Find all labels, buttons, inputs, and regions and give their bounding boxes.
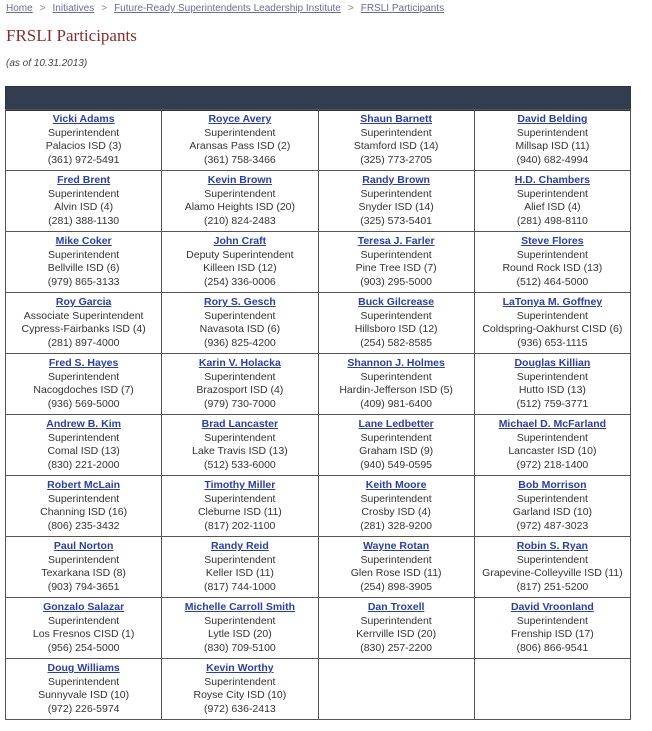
participant-cell — [318, 354, 474, 415]
participant-name-link[interactable]: Teresa J. Farler — [357, 235, 435, 247]
participant-district: Alamo Heights ISD (20) — [184, 201, 296, 214]
participant-district: Navasota ISD (6) — [199, 323, 281, 336]
participant-cell — [318, 171, 474, 232]
participant-cell — [474, 537, 630, 598]
participant-phone: (940) 549-0595 — [360, 458, 433, 471]
participant-phone: (254) 898-3905 — [360, 580, 433, 593]
participant-name-link[interactable]: Doug Williams — [47, 662, 120, 674]
participant-cell — [474, 415, 630, 476]
participant-cell — [162, 354, 318, 415]
breadcrumb-initiatives-link[interactable]: Initiatives — [52, 3, 95, 14]
table-header-bar — [5, 86, 631, 111]
empty-cell — [474, 659, 630, 720]
participant-phone: (936) 653-1115 — [517, 336, 588, 349]
participant-phone: (979) 730-7000 — [203, 397, 276, 410]
participant-role: Superintendent — [204, 309, 276, 322]
participant-cell — [474, 171, 630, 232]
participant-cell — [162, 415, 318, 476]
participant-name-link[interactable]: Douglas Killian — [514, 357, 591, 369]
participant-phone: (325) 773-2705 — [360, 153, 433, 166]
participant-district: Kerrville ISD (20) — [356, 628, 437, 641]
participant-district: Bellville ISD (6) — [47, 262, 120, 275]
participant-cell — [474, 232, 630, 293]
participant-phone: (325) 573-5401 — [360, 214, 433, 227]
participant-cell — [474, 354, 630, 415]
participant-cell — [162, 293, 318, 354]
participant-phone: (936) 569-5000 — [47, 397, 120, 410]
participant-district: Lytle ISD (20) — [207, 628, 272, 641]
participant-name-link[interactable]: LaTonya M. Goffney — [502, 296, 603, 308]
participant-role: Superintendent — [204, 675, 276, 688]
participant-role: Superintendent — [204, 492, 276, 505]
participant-role: Superintendent — [516, 370, 588, 383]
participant-role: Superintendent — [516, 248, 588, 261]
participant-role: Deputy Superintendent — [186, 248, 294, 261]
participant-phone: (281) 328-9200 — [360, 519, 433, 532]
participant-district: Grapevine-Colleyville ISD (11) — [482, 567, 623, 580]
participants-row — [6, 476, 631, 537]
participant-district: Nacogdoches ISD (7) — [33, 384, 134, 397]
participant-phone: (254) 336-0006 — [203, 275, 276, 288]
participant-district: Round Rock ISD (13) — [502, 262, 603, 275]
page-title: FRSLI Participants — [6, 26, 137, 45]
participant-name-link[interactable]: H.D. Chambers — [514, 174, 591, 186]
participant-role: Superintendent — [48, 614, 120, 627]
breadcrumb-separator: > — [347, 3, 354, 14]
participant-phone: (903) 295-5000 — [360, 275, 433, 288]
participant-district: Brazosport ISD (4) — [196, 384, 284, 397]
participants-row — [6, 293, 631, 354]
participant-district: Lake Travis ISD (13) — [192, 445, 288, 458]
participants-row — [6, 232, 631, 293]
participant-phone: (806) 866-9541 — [516, 641, 589, 654]
participant-district: Royse City ISD (10) — [193, 689, 287, 702]
participant-phone: (936) 825-4200 — [203, 336, 276, 349]
participant-role: Superintendent — [360, 309, 432, 322]
participant-name-link[interactable]: Shannon J. Holmes — [347, 357, 445, 369]
participant-role: Superintendent — [360, 126, 432, 139]
breadcrumb — [6, 3, 444, 14]
participant-phone: (972) 487-3023 — [516, 519, 589, 532]
participant-role: Superintendent — [360, 492, 432, 505]
participant-cell — [318, 110, 474, 171]
participant-district: Crosby ISD (4) — [361, 506, 431, 519]
participant-role: Superintendent — [360, 248, 432, 261]
participant-role: Superintendent — [516, 126, 588, 139]
participant-role: Superintendent — [516, 309, 588, 322]
participant-cell — [162, 110, 318, 171]
participant-district: Comal ISD (13) — [47, 445, 120, 458]
participant-phone: (956) 254-5000 — [47, 641, 120, 654]
participant-name-link[interactable]: Paul Norton — [53, 540, 114, 552]
participants-row — [6, 659, 631, 720]
participant-name-link[interactable]: Robin S. Ryan — [516, 540, 588, 552]
participant-name-link[interactable]: Mike Coker — [55, 235, 112, 247]
participant-role: Superintendent — [48, 675, 120, 688]
participants-table — [5, 109, 631, 720]
participant-phone: (281) 897-4000 — [47, 336, 120, 349]
participant-role: Superintendent — [48, 126, 120, 139]
participant-district: Keller ISD (11) — [205, 567, 274, 580]
participant-cell — [162, 598, 318, 659]
participant-role: Superintendent — [516, 614, 588, 627]
participant-name-link[interactable]: Bob Morrison — [518, 479, 587, 491]
participant-name-link[interactable]: Shaun Barnett — [360, 113, 432, 125]
participant-district: Frenship ISD (17) — [510, 628, 594, 641]
participant-cell — [162, 537, 318, 598]
participant-role: Superintendent — [48, 431, 120, 444]
participant-name-link[interactable]: Robert McLain — [47, 479, 121, 491]
participant-cell — [6, 659, 162, 720]
participants-row — [6, 415, 631, 476]
participants-row — [6, 110, 631, 171]
participant-role: Superintendent — [204, 553, 276, 566]
participant-role: Superintendent — [204, 126, 276, 139]
participant-cell — [318, 598, 474, 659]
participant-name-link[interactable]: Andrew B. Kim — [46, 418, 121, 430]
participant-cell — [6, 476, 162, 537]
participant-cell — [6, 537, 162, 598]
participant-role: Superintendent — [48, 492, 120, 505]
participant-role: Superintendent — [204, 370, 276, 383]
participant-role: Superintendent — [360, 187, 432, 200]
participant-district: Snyder ISD (14) — [358, 201, 434, 214]
participant-phone: (361) 758-3466 — [203, 153, 276, 166]
participant-phone: (972) 636-2413 — [203, 702, 276, 715]
participant-name-link[interactable]: John Craft — [213, 235, 267, 247]
participant-role: Superintendent — [48, 553, 120, 566]
participant-phone: (806) 235-3432 — [47, 519, 120, 532]
participant-role: Superintendent — [48, 187, 120, 200]
participant-role: Superintendent — [48, 248, 120, 261]
participant-name-link[interactable]: Fred Brent — [57, 174, 111, 186]
participant-role: Superintendent — [48, 370, 120, 383]
participant-phone: (830) 709-5100 — [203, 641, 276, 654]
participant-role: Superintendent — [516, 431, 588, 444]
participant-district: Texarkana ISD (8) — [41, 567, 126, 580]
participant-role: Superintendent — [204, 187, 276, 200]
participant-role: Superintendent — [516, 492, 588, 505]
participant-district: Hillsboro ISD (12) — [354, 323, 438, 336]
participant-district: Los Fresnos CISD (1) — [32, 628, 135, 641]
participant-phone: (979) 865-3133 — [47, 275, 120, 288]
breadcrumb-frsli-link[interactable]: Future-Ready Superintendents Leadership Institute — [114, 3, 341, 14]
participant-district: Aransas Pass ISD (2) — [189, 140, 291, 153]
participant-name-link[interactable]: Brad Lancaster — [201, 418, 279, 430]
participant-phone: (972) 218-1400 — [516, 458, 589, 471]
participant-cell — [318, 537, 474, 598]
participant-district: Glen Rose ISD (11) — [350, 567, 442, 580]
breadcrumb-home-link[interactable]: Home — [6, 3, 33, 14]
participant-cell — [162, 171, 318, 232]
participant-role: Superintendent — [204, 614, 276, 627]
participant-cell — [318, 415, 474, 476]
participant-name-link[interactable]: Rory S. Gesch — [203, 296, 276, 308]
participant-cell — [6, 171, 162, 232]
participant-phone: (254) 582-8585 — [360, 336, 433, 349]
participant-name-link[interactable]: Randy Reid — [210, 540, 269, 552]
participants-row — [6, 598, 631, 659]
participant-cell — [162, 232, 318, 293]
participant-phone: (409) 981-6400 — [360, 397, 433, 410]
participant-cell — [6, 110, 162, 171]
participant-phone: (210) 824-2483 — [203, 214, 276, 227]
participant-phone: (512) 533-6000 — [203, 458, 276, 471]
participant-name-link[interactable]: Karin V. Holacka — [198, 357, 281, 369]
participant-district: Coldspring-Oakhurst CISD (6) — [482, 323, 623, 336]
participant-name-link[interactable]: Roy Garcia — [55, 296, 112, 308]
participant-district: Killeen ISD (12) — [203, 262, 277, 275]
participant-name-link[interactable]: Timothy Miller — [204, 479, 276, 491]
participant-phone: (817) 251-5200 — [516, 580, 589, 593]
participant-role: Associate Superintendent — [23, 309, 144, 322]
participant-cell — [6, 293, 162, 354]
empty-cell — [318, 659, 474, 720]
breadcrumb-separator: > — [101, 3, 108, 14]
participant-name-link[interactable]: Vicki Adams — [52, 113, 115, 125]
participant-district: Garland ISD (10) — [512, 506, 593, 519]
participant-name-link[interactable]: Buck Gilcrease — [358, 296, 435, 308]
participant-phone: (512) 759-3771 — [516, 397, 589, 410]
participant-name-link[interactable]: Royce Avery — [208, 113, 272, 125]
participant-district: Cypress-Fairbanks ISD (4) — [21, 323, 146, 336]
participant-name-link[interactable]: Michael D. McFarland — [498, 418, 607, 430]
participant-district: Pine Tree ISD (7) — [355, 262, 437, 275]
participant-name-link[interactable]: Steve Flores — [521, 235, 584, 247]
participant-district: Stamford ISD (14) — [353, 140, 439, 153]
participant-name-link[interactable]: Wayne Rotan — [363, 540, 430, 552]
participant-cell — [474, 476, 630, 537]
breadcrumb-separator: > — [39, 3, 46, 14]
participant-cell — [6, 354, 162, 415]
participant-name-link[interactable]: Kevin Worthy — [206, 662, 274, 674]
participant-name-link[interactable]: Kevin Brown — [207, 174, 272, 186]
breadcrumb-participants-link[interactable]: FRSLI Participants — [360, 3, 445, 14]
participant-district: Hardin-Jefferson ISD (5) — [339, 384, 453, 397]
as-of-date: (as of 10.31.2013) — [6, 58, 88, 69]
participant-district: Lancaster ISD (10) — [508, 445, 597, 458]
participant-phone: (512) 464-5000 — [516, 275, 589, 288]
participant-name-link[interactable]: David Belding — [517, 113, 588, 125]
participant-district: Channing ISD (16) — [40, 506, 128, 519]
participant-role: Superintendent — [360, 553, 432, 566]
participant-name-link[interactable]: Lane Ledbetter — [358, 418, 434, 430]
participants-row — [6, 537, 631, 598]
participant-district: Hutto ISD (13) — [518, 384, 586, 397]
participants-row — [6, 354, 631, 415]
participant-cell — [318, 293, 474, 354]
participant-cell — [162, 659, 318, 720]
participant-district: Cleburne ISD (11) — [197, 506, 282, 519]
participant-role: Superintendent — [204, 431, 276, 444]
participant-phone: (361) 972-5491 — [47, 153, 120, 166]
participant-cell — [318, 476, 474, 537]
participant-name-link[interactable]: David Vroonland — [510, 601, 594, 613]
participant-cell — [318, 232, 474, 293]
participant-role: Superintendent — [360, 370, 432, 383]
participant-district: Graham ISD (9) — [359, 445, 434, 458]
participant-phone: (281) 388-1130 — [48, 214, 120, 227]
participant-role: Superintendent — [360, 614, 432, 627]
participant-district: Alvin ISD (4) — [54, 201, 114, 214]
participant-phone: (830) 257-2200 — [360, 641, 433, 654]
participant-role: Superintendent — [516, 553, 588, 566]
participant-cell — [474, 293, 630, 354]
participant-phone: (830) 221-2000 — [47, 458, 120, 471]
participant-phone: (281) 498-8110 — [516, 214, 588, 227]
participant-district: Palacios ISD (3) — [45, 140, 122, 153]
participant-district: Sunnyvale ISD (10) — [38, 689, 130, 702]
participant-name-link[interactable]: Keith Moore — [365, 479, 427, 491]
participant-name-link[interactable]: Dan Troxell — [367, 601, 425, 613]
participant-cell — [6, 598, 162, 659]
participant-phone: (817) 744-1000 — [203, 580, 276, 593]
participant-phone: (940) 682-4994 — [516, 153, 589, 166]
participant-phone: (903) 794-3651 — [47, 580, 120, 593]
participants-row — [6, 171, 631, 232]
participant-role: Superintendent — [516, 187, 588, 200]
participant-name-link[interactable]: Michelle Carroll Smith — [184, 601, 296, 613]
participant-name-link[interactable]: Randy Brown — [362, 174, 430, 186]
participant-cell — [162, 476, 318, 537]
participant-cell — [6, 415, 162, 476]
participant-phone: (817) 202-1100 — [204, 519, 276, 532]
participant-cell — [6, 232, 162, 293]
participant-phone: (972) 226-5974 — [47, 702, 120, 715]
participant-cell — [474, 110, 630, 171]
participant-district: Millsap ISD (11) — [515, 140, 590, 153]
participant-role: Superintendent — [360, 431, 432, 444]
participant-cell — [474, 598, 630, 659]
participant-name-link[interactable]: Gonzalo Salazar — [43, 601, 125, 613]
participant-district: Alief ISD (4) — [524, 201, 581, 214]
participant-name-link[interactable]: Fred S. Hayes — [48, 357, 119, 369]
